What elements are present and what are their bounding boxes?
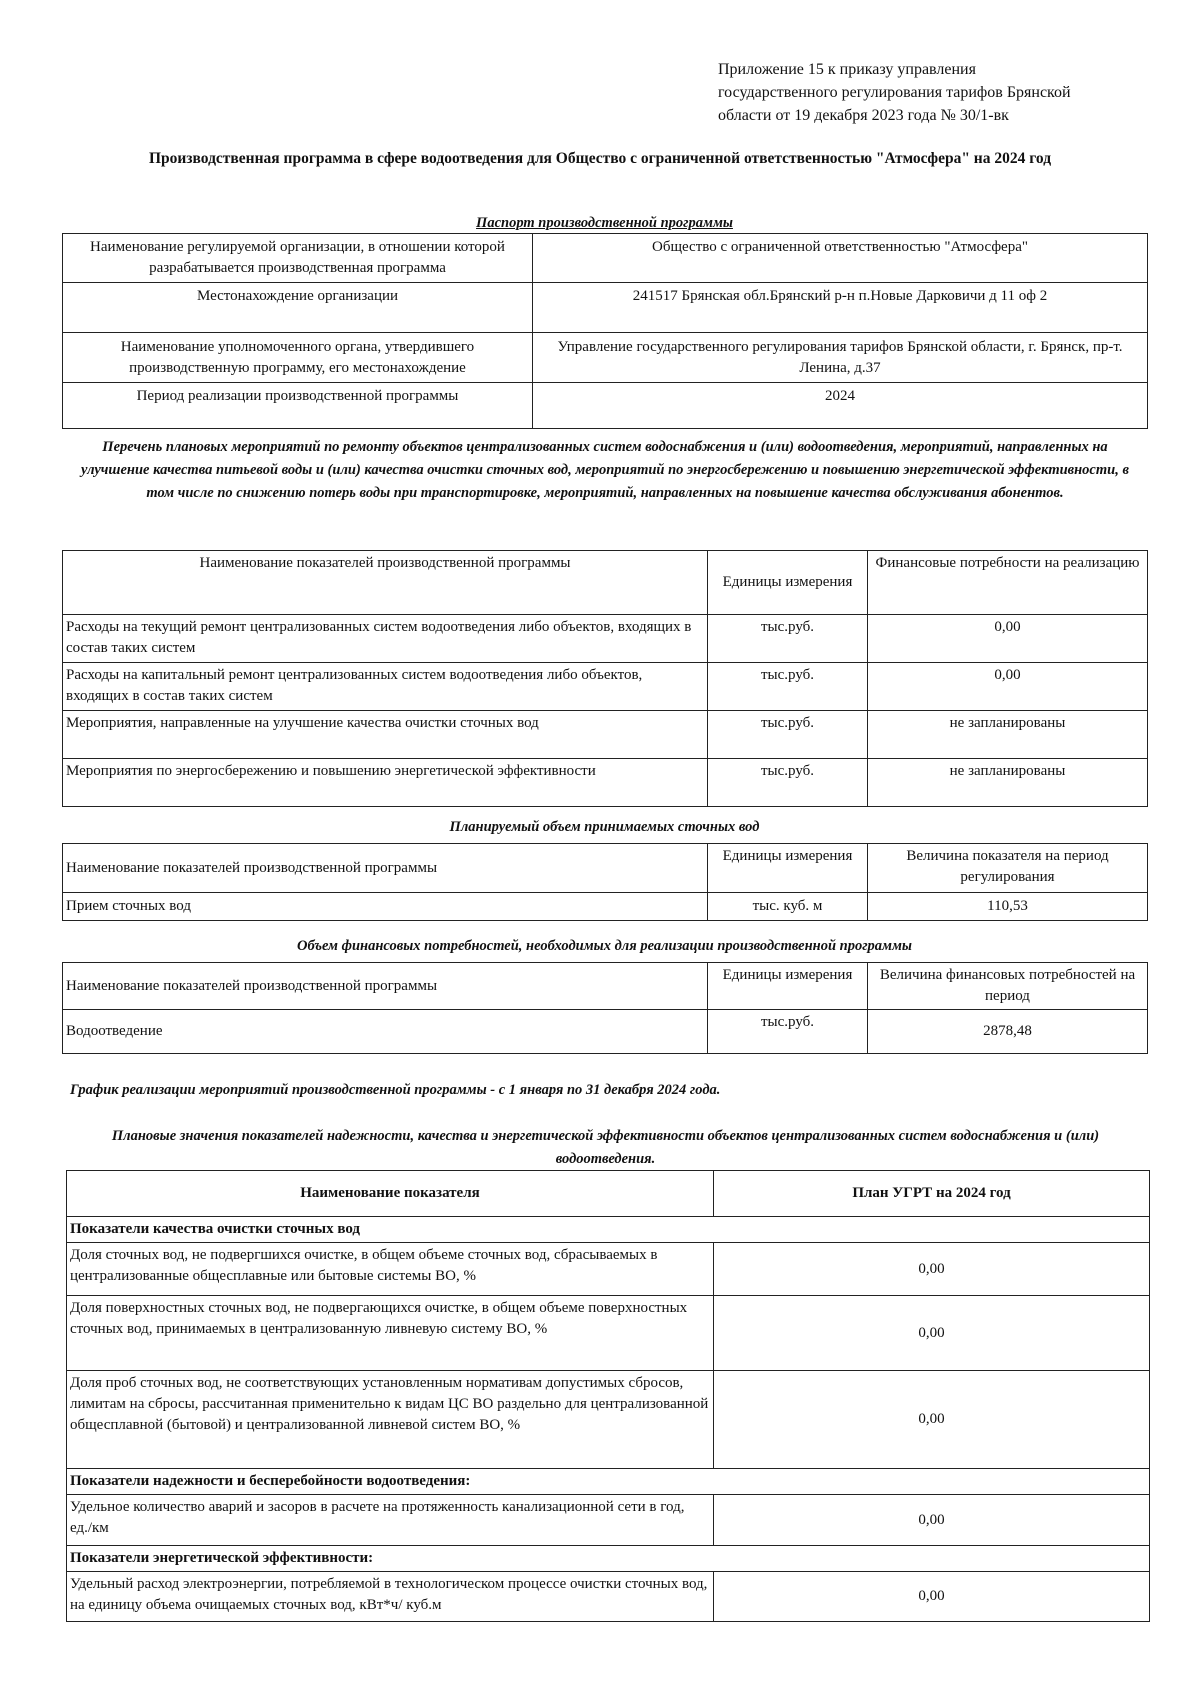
table-row (67, 1296, 1150, 1371)
unit-cell: тыс.руб. (708, 711, 868, 759)
appendix-note-line: области от 19 декабря 2023 года № 30/1-вк (718, 107, 1009, 124)
table-header-row (63, 844, 1148, 893)
column-header: Наименование показателей производственной программы (63, 551, 708, 615)
table-row (63, 1010, 1148, 1054)
unit-cell: тыс.руб. (708, 1010, 868, 1054)
unit-cell: тыс. куб. м (708, 893, 868, 921)
indicator-name: Расходы на капитальный ремонт централизованных систем водоотведения либо объектов, входящих в состав таких систем (63, 663, 708, 711)
table-row (67, 1495, 1150, 1546)
table-row (63, 333, 1148, 383)
column-header: Единицы измерения (708, 844, 868, 893)
indicator-name: Водоотведение (63, 1010, 708, 1054)
passport-table (62, 233, 1148, 429)
passport-value: 2024 (533, 383, 1148, 429)
value-cell: не запланированы (868, 711, 1148, 759)
schedule-note: График реализации мероприятий производственной программы - с 1 января по 31 декабря 2024 года. (70, 1082, 721, 1098)
section-row (67, 1546, 1150, 1572)
document-title: Производственная программа в сфере водоотведения для Общество с ограниченной ответственностью "Атмосфера" на 2024 год (148, 150, 1052, 167)
appendix-note-line: государственного регулирования тарифов Брянской (718, 84, 1071, 101)
indicator-name: Доля сточных вод, не подвергшихся очистке, в общем объеме сточных вод, сбрасываемых в централизованные общесплавные или бытовые системы ВО, % (67, 1243, 714, 1296)
section-title: Показатели качества очистки сточных вод (67, 1217, 1150, 1243)
value-cell: 0,00 (714, 1495, 1150, 1546)
measures-table (62, 550, 1148, 807)
indicators-caption: Плановые значения показателей надежности, качества и энергетической эффективности объектов централизованных систем водоснабжения и (или) водоотведения. (111, 1128, 1100, 1167)
section-title: Показатели надежности и бесперебойности водоотведения: (67, 1469, 1150, 1495)
passport-caption: Паспорт производственной программы (476, 215, 733, 231)
table-row (63, 283, 1148, 333)
passport-label: Наименование уполномоченного органа, утвердившего производственную программу, его местонахождение (63, 333, 533, 383)
passport-label: Период реализации производственной программы (63, 383, 533, 429)
value-cell: 0,00 (714, 1296, 1150, 1371)
indicator-name: Удельное количество аварий и засоров в расчете на протяженность канализационной сети в год, ед./км (67, 1495, 714, 1546)
passport-label: Наименование регулируемой организации, в отношении которой разрабатывается производственная программа (63, 234, 533, 283)
column-header: Наименование показателя (67, 1171, 714, 1217)
table-header-row (63, 963, 1148, 1010)
finance-caption: Объем финансовых потребностей, необходимых для реализации производственной программы (297, 938, 912, 954)
indicator-name: Мероприятия по энергосбережению и повышению энергетической эффективности (63, 759, 708, 807)
measures-caption: Перечень плановых мероприятий по ремонту объектов централизованных систем водоснабжения и (или) водоотведения, мероприятий, направленных на улучшение качества питьевой воды и (или) качества очистки сточных вод, мероприятий по энергосбережению и повышению энергетической эффективности, в том числе по снижению потерь воды при транспортировке, мероприятий, направленных на повышение качества обслуживания абонентов. (81, 439, 1129, 501)
unit-cell: тыс.руб. (708, 759, 868, 807)
finance-table (62, 962, 1148, 1054)
table-row (63, 234, 1148, 283)
column-header: Финансовые потребности на реализацию (868, 551, 1148, 615)
passport-value: Общество с ограниченной ответственностью "Атмосфера" (533, 234, 1148, 283)
value-cell: 0,00 (714, 1572, 1150, 1622)
passport-value: 241517 Брянская обл.Брянский р-н п.Новые Дарковичи д 11 оф 2 (533, 283, 1148, 333)
column-header: Единицы измерения (708, 963, 868, 1010)
volume-table (62, 843, 1148, 921)
indicator-name: Доля проб сточных вод, не соответствующих установленным нормативам допустимых сбросов, лимитам на сбросы, рассчитанная применительно к видам ЦС ВО раздельно для централизованной общесплавной (бытовой) и централизованной ливневой систем ВО, % (67, 1371, 714, 1469)
table-row (67, 1371, 1150, 1469)
section-title: Показатели энергетической эффективности: (67, 1546, 1150, 1572)
column-header: Величина финансовых потребностей на период (868, 963, 1148, 1010)
table-row (63, 711, 1148, 759)
column-header: Единицы измерения (708, 551, 868, 615)
appendix-note-line: Приложение 15 к приказу управления (718, 61, 976, 78)
column-header: Наименование показателей производственной программы (63, 963, 708, 1010)
value-cell: 0,00 (714, 1243, 1150, 1296)
table-row (63, 615, 1148, 663)
passport-value: Управление государственного регулирования тарифов Брянской области, г. Брянск, пр-т. Ленина, д.37 (533, 333, 1148, 383)
volume-caption: Планируемый объем принимаемых сточных вод (449, 819, 760, 835)
indicator-name: Прием сточных вод (63, 893, 708, 921)
table-header-row (67, 1171, 1150, 1217)
passport-label: Местонахождение организации (63, 283, 533, 333)
value-cell: 0,00 (868, 615, 1148, 663)
unit-cell: тыс.руб. (708, 615, 868, 663)
table-row (63, 383, 1148, 429)
table-row (67, 1572, 1150, 1622)
section-row (67, 1217, 1150, 1243)
indicator-name: Мероприятия, направленные на улучшение качества очистки сточных вод (63, 711, 708, 759)
appendix-note (718, 58, 1138, 127)
value-cell: 2878,48 (868, 1010, 1148, 1054)
column-header: Величина показателя на период регулирования (868, 844, 1148, 893)
value-cell: 0,00 (714, 1371, 1150, 1469)
indicators-table (66, 1170, 1150, 1622)
table-row (63, 663, 1148, 711)
indicator-name: Расходы на текущий ремонт централизованных систем водоотведения либо объектов, входящих в состав таких систем (63, 615, 708, 663)
unit-cell: тыс.руб. (708, 663, 868, 711)
indicator-name: Удельный расход электроэнергии, потребляемой в технологическом процессе очистки сточных вод, на единицу объема очищаемых сточных вод, кВт*ч/ куб.м (67, 1572, 714, 1622)
column-header: План УГРТ на 2024 год (714, 1171, 1150, 1217)
section-row (67, 1469, 1150, 1495)
table-row (63, 893, 1148, 921)
value-cell: 110,53 (868, 893, 1148, 921)
table-header-row (63, 551, 1148, 615)
indicator-name: Доля поверхностных сточных вод, не подвергающихся очистке, в общем объеме поверхностных сточных вод, принимаемых в централизованную ливневую систему ВО, % (67, 1296, 714, 1371)
table-row (67, 1243, 1150, 1296)
column-header: Наименование показателей производственной программы (63, 844, 708, 893)
table-row (63, 759, 1148, 807)
value-cell: 0,00 (868, 663, 1148, 711)
value-cell: не запланированы (868, 759, 1148, 807)
